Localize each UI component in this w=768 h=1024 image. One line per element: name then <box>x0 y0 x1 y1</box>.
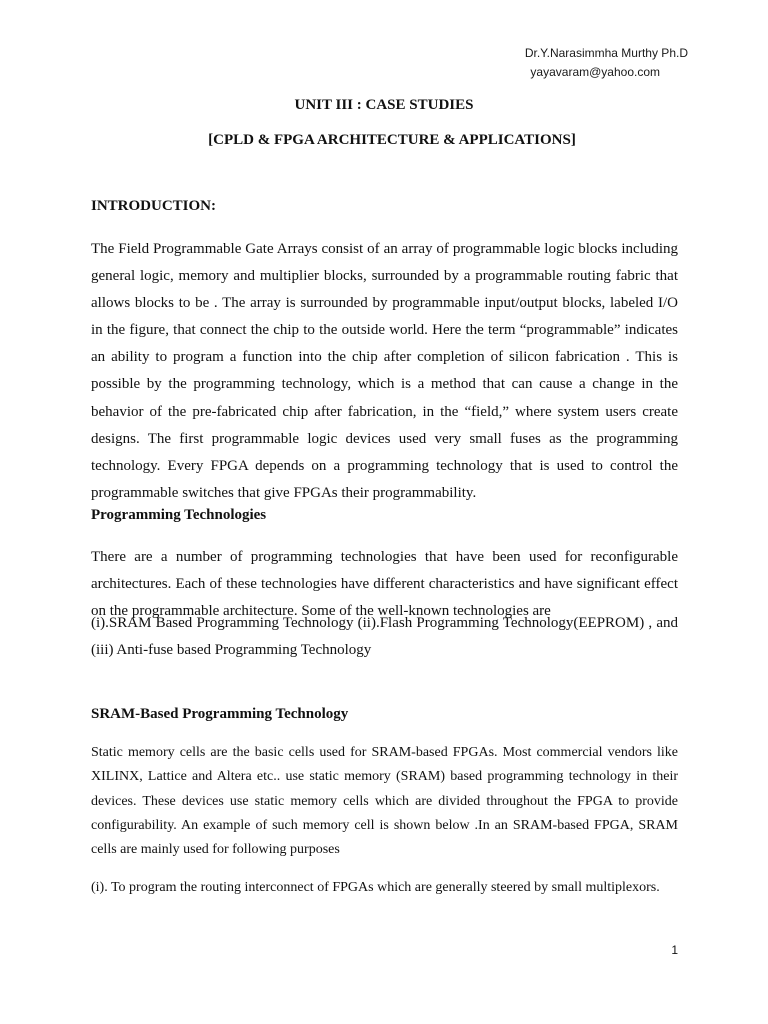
programming-technologies-list: (i).SRAM Based Programming Technology (ii).Flash Programming Technology(EEPROM) , and (iii) Anti-fuse based Programming Technology <box>91 615 678 658</box>
unit-title: UNIT III : CASE STUDIES <box>294 97 474 113</box>
programming-technologies-heading: Programming Technologies <box>91 507 267 523</box>
sram-heading: SRAM-Based Programming Technology <box>91 706 349 722</box>
page-number: 1 <box>671 943 678 957</box>
introduction-paragraph: The Field Programmable Gate Arrays consist of an array of programmable logic blocks including general logic, memory and multiplier blocks, surrounded by a programmable routing fabric that allows blocks to be . The array is surrounded by programmable input/output blocks, labeled I/O in the figure, that connect the chip to the outside world. Here the term “programmable” indicates an ability to program a function into the chip after completion of silicon fabrication . This is possible by the programming technology, which is a method that can cause a change in the behavior of the pre-fabricated chip after fabrication, in the “field,” where system users create designs. The first programmable logic devices used very small fuses as the programming technology. Every FPGA depends on a programming technology that is used to control the programmable switches that give FPGAs their programmability. <box>91 241 678 501</box>
unit-subtitle: [CPLD & FPGA ARCHITECTURE & APPLICATIONS] <box>208 132 576 148</box>
sram-paragraph: Static memory cells are the basic cells used for SRAM-based FPGAs. Most commercial vendors like XILINX, Lattice and Altera etc.. use static memory (SRAM) based programming technology in their devices. These devices use static memory cells which are divided throughout the FPGA to provide configurability. An example of such memory cell is shown below .In an SRAM-based FPGA, SRAM cells are mainly used for following purposes <box>91 745 678 858</box>
sram-list-item: (i). To program the routing interconnect of FPGAs which are generally steered by small multiplexors. <box>91 880 660 895</box>
author-name: Dr.Y.Narasimmha Murthy Ph.D <box>524 46 688 60</box>
programming-technologies-paragraph: There are a number of programming technologies that have been used for reconfigurable architectures. Each of these technologies have different characteristics and have significant effect on the programmable architecture. Some of the well-known technologies are <box>91 549 678 619</box>
introduction-heading: INTRODUCTION: <box>91 198 217 214</box>
author-email: yayavaram@yahoo.com <box>530 65 660 79</box>
author-header <box>525 44 688 82</box>
